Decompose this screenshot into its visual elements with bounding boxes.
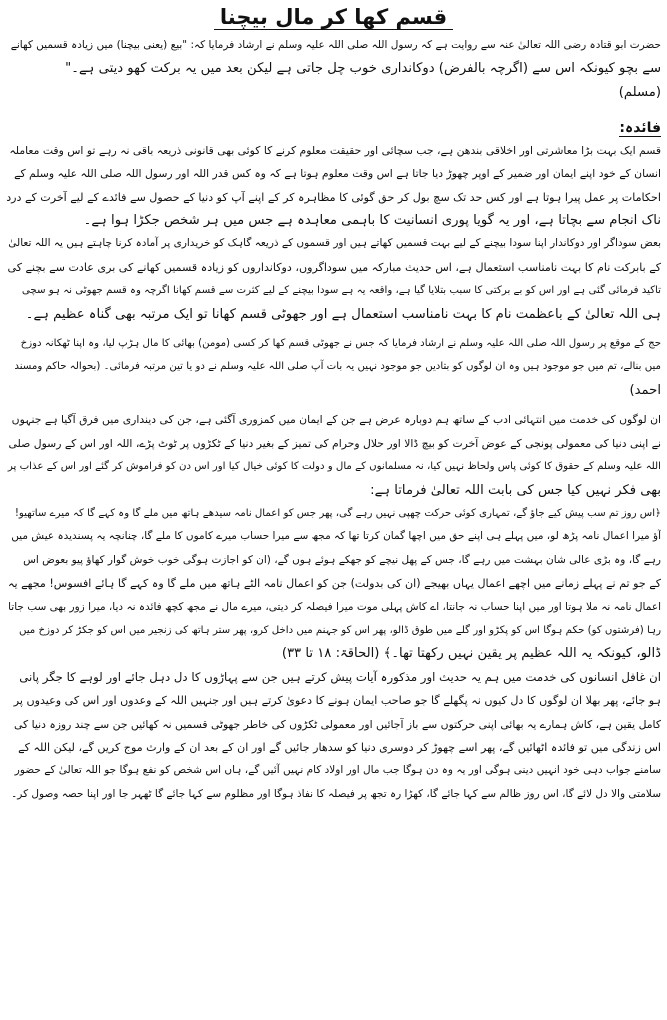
text-line: بعض سوداگر اور دوکاندار اپنا سودا بیچنے کے لیے بہت قسمیں کھاتے ہیں اور قسموں کے ذریعہ گاہک کو خریداری پر آمادہ کرنا چاہتے ہیں یہ اللہ تعالیٰ — [8, 237, 661, 250]
text-line: بھی فکر نہیں کیا جس کی بابت اللہ تعالیٰ فرماتا ہے: — [370, 482, 661, 498]
paragraph-3 — [6, 332, 661, 402]
hadith-reference: (مسلم) — [618, 84, 661, 100]
text-line: اس زندگی میں تو فائدہ اٹھائیں گے، پھر اسے چھوڑ کر دوسری دنیا کو سدھار جائیں گے اور ان کے بعد ان کے وارث موج کریں گے، لیکن اللہ کے — [18, 740, 661, 754]
text-line: کامل یقین ہے، کاش ہمارے یہ بھائی اپنی حرکتوں سے باز آجائیں اور معمولی ٹکڑوں کی خاطر جھوٹی قسمیں نہ کھائیں جن سے چند روزہ دنیا کی — [14, 717, 661, 731]
text-line: تاکید فرمائی گئی ہے اور اس کو بے برکتی کا سبب بتلایا گیا ہے، واقعہ یہ ہے سودا بیچنے کے لیے کثرت سے قسم کھانا اگرچہ وہ قسم جھوٹی نہ ہو سچی — [21, 285, 661, 297]
text-line: ﴿اس روز تم سب پیش کیے جاؤ گے، تمہاری کوئی حرکت چھپی نہیں رہے گی، پھر جس کو اعمال نامہ سیدھے ہاتھ میں ملے گا وہ کہے گا کہ میرے ساتھیو! — [14, 507, 661, 519]
text-line: انسان کے خود اپنے ایمان اور ضمیر کے اوپر چھوڑ دیا جاتا ہے اس وقت معلوم ہوتا ہے کہ وہ کس قدر اللہ اور رسول اللہ صلی اللہ علیہ وسلم کے — [14, 167, 661, 181]
hadith-text — [6, 34, 661, 81]
text-line: کے جو تم نے پہلے زمانے میں اچھے اعمال یہاں بھیجے (ان کی بدولت) جن کو اعمال نامہ الٹے ہاتھ میں ملے گا وہ کہے گا ہائے افسوس! مجھے یہ — [7, 577, 661, 591]
faida-heading: فائدہ: — [619, 119, 661, 136]
text-line: سلامتی والا دل لائے گا، اس روز ظالم سے کہا جائے گا، کھڑا رہ تجھ پر فیصلہ کا نفاذ ہوگا اور مظلوم سے کہا جائے گا ٹھہر جا اور اپنا حصہ وصول کر۔ — [11, 787, 661, 800]
text-line: رہا (فرشتوں کو) حکم ہوگا اس کو پکڑو اور گلے میں طوق ڈالو، پھر اس کو جہنم میں داخل کرو، پھر ستر ہاتھ کی زنجیر میں اس کو جکڑ کر دوزخ میں — [18, 624, 661, 636]
text-line: اللہ علیہ وسلم کے حقوق کا کوئی پاس ولحاظ نہیں کیا، نہ مسلمانوں کے مال و دولت کا کوئی خیال کیا اور اس دن کو فراموش کر گئے اور اس کے عذاب پر — [7, 461, 661, 473]
paragraph-4 — [6, 408, 661, 502]
paragraph-2 — [6, 232, 661, 326]
text-line: سامنے جواب دہی خود انہیں دینی ہوگی اور یہ وہ دن ہوگا جب مال اور اولاد کام نہیں آئیں گے، ہاں اس شخص کو نفع ہوگا جو اللہ تعالیٰ کے حضور — [14, 764, 661, 777]
paragraph-1 — [6, 139, 661, 233]
text-line: ان لوگوں کی خدمت میں انتہائی ادب کے ساتھ ہم دوبارہ عرض ہے جن کے ایمان میں کمزوری آگئی ہے، جن کی دینداری میں فرق آگیا ہے جنہوں — [11, 413, 661, 427]
paragraph-6 — [6, 666, 661, 806]
text-line: رہے گا، وہ بڑی عالی شان بہشت میں رہے گا، جس کے پھل نیچے کو جھکے ہوئے ہوں گے، (ان کو اجازت ہوگی خوب خوش گوار کھاؤ پیو بعوض اس — [23, 553, 661, 566]
page-title: قسم کھا کر مال بیچنا — [214, 6, 453, 30]
title-block — [6, 0, 661, 34]
text-line: ان غافل انسانوں کی خدمت میں ہم یہ حدیث اور مذکورہ آیات پیش کرتے ہیں جن سے پہاڑوں کا دل دہل جائے اور لوہے کا جگر پانی — [19, 669, 661, 684]
text-line: احکامات پر عمل پیرا ہوتا ہے اور کس حد تک سچ بول کر حق گوئی کا مظاہرہ کر کے اپنے آپ کو دنیا کے حصول سے فائدے کے لیے آخرت کے درد — [6, 190, 661, 204]
text-line: ہو جائے، پھر بھلا ان لوگوں کا دل کیوں نہ پگھلے گا جو صاحب ایمان ہونے کا دعویٰ کرتے ہیں اور جنہیں اللہ کے وعدوں اور اس کی وعیدوں پر — [13, 694, 661, 708]
section-heading — [6, 117, 661, 139]
text-line: سے بچو کیونکہ اس سے (اگرچہ بالفرض) دوکانداری خوب چل جاتی ہے لیکن بعد میں یہ برکت کھو دیتی ہے۔" — [65, 61, 661, 77]
text-line: حج کے موقع پر رسول اللہ صلی اللہ علیہ وسلم نے ارشاد فرمایا کہ جس نے جھوٹی قسم کھا کر کسی (مومن) بھائی کا مال ہڑپ لیا، وہ اپنا ٹھکانہ دوزخ — [20, 338, 661, 350]
text-line: حضرت ابو قتادہ رضی اللہ تعالیٰ عنہ سے روایت ہے کہ رسول اللہ صلی اللہ علیہ وسلم نے ارشاد فرمایا کہ: "بیع (یعنی بیچنا) میں زیادہ قسمیں کھانے — [10, 39, 661, 51]
text-line: نے اپنی دنیا کی معمولی پونجی کے عوض آخرت کو بیچ ڈالا اور حلال وحرام کی تمیز کے بغیر دنیا کے ٹکڑوں پر ٹوٹ پڑے، اللہ اور اس کے رسول صلی — [8, 436, 661, 450]
text-line: اعمال نامہ نہ ملا ہوتا اور میں اپنا حساب نہ جانتا، اے کاش پہلی موت میرا فیصلہ کر دیتی، میرے مال نے مجھ کچھ فائدہ نہ دیا، میرا زور بھی سب جاتا — [8, 600, 661, 613]
text-line: ہی اللہ تعالیٰ کے باعظمت نام کا بہت نامناسب استعمال ہے اور جھوٹی قسم کھانا تو ایک مرتبہ بھی گناہ عظیم ہے۔ — [25, 306, 661, 322]
quran-quote — [6, 502, 661, 666]
text-line: میں بنالے، تم میں جو موجود ہیں وہ ان لوگوں کو بتادیں جو موجود نہیں یہ بات آپ صلی اللہ علیہ وسلم نے دو یا تین مرتبہ فرمائی۔ (بحوالہ حاکم ومسند — [14, 361, 661, 373]
text-line: ڈالو، کیونکہ یہ اللہ عظیم پر یقین نہیں رکھتا تھا۔﴾ (الحاقۃ: ۱۸ تا ۳۳) — [281, 646, 661, 662]
text-line: آؤ میرا اعمال نامہ پڑھ لو، میں پہلے ہی اپنے حق میں اچھا گمان کرتا تھا کہ مجھ سے میرا حساب میرے کاموں کا ملے گا، چنانچہ یہ پسندیدہ عیش میں — [11, 530, 661, 543]
text-line: کے بابرکت نام کا بہت نامناسب استعمال ہے، اس حدیث مبارکہ میں سوداگروں، دوکانداروں کو زیادہ قسمیں کھانے کی بری عادت سے بچنے کی — [7, 260, 661, 274]
text-line: احمد) — [629, 382, 661, 398]
text-line: قسم ایک بہت بڑا معاشرتی اور اخلاقی بندھن ہے، جب سچائی اور حقیقت معلوم کرنے کا کوئی بھی قانونی ذریعہ باقی نہ رہے تو اس وقت معاملہ — [9, 143, 661, 157]
text-line: ناک انجام سے بچاتا ہے، اور یہ گویا پوری انسانیت کا باہمی معاہدہ ہے جس میں ہر شخص جکڑا ہوا ہے۔ — [83, 213, 661, 229]
